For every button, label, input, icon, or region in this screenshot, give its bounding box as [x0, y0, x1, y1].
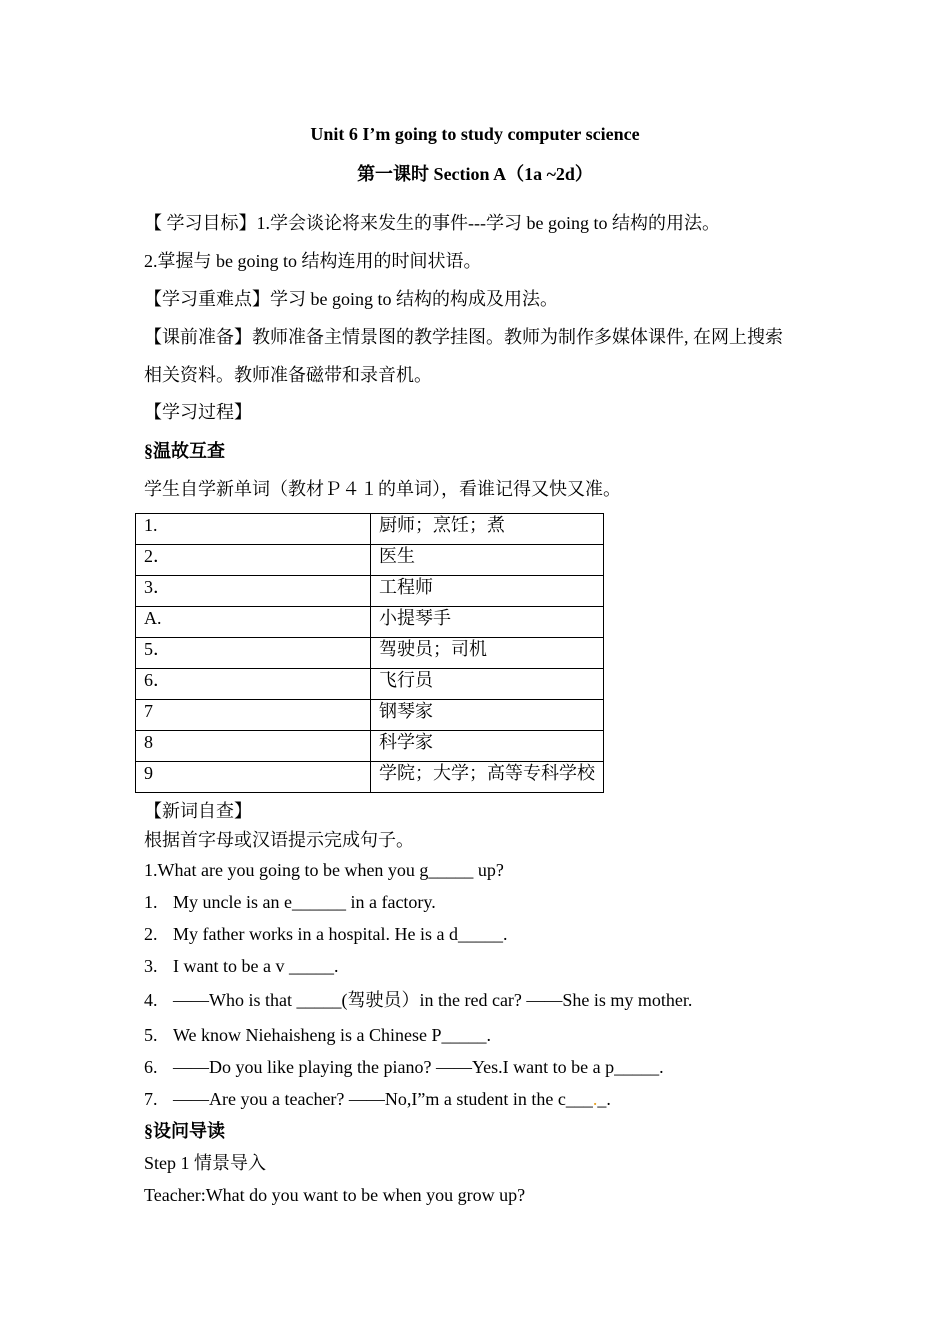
table-row: [136, 607, 604, 638]
sentence-number: 7.: [144, 1089, 158, 1109]
teacher-line: Teacher:What do you want to be when you grow up?: [144, 1185, 526, 1205]
sentence-first: 1.What are you going to be when you g_____ up?: [144, 860, 504, 880]
vocab-num: 5．: [136, 638, 371, 669]
vocab-meaning: 驾驶员；司机: [371, 638, 604, 669]
guide-header: §设问导读: [144, 1121, 225, 1141]
vocab-num: 7: [136, 700, 371, 731]
sentence-3: [144, 955, 338, 977]
sentence-number: 1.: [144, 892, 158, 912]
vocab-meaning: 科学家: [371, 731, 604, 762]
sentence-7: [144, 1088, 611, 1110]
table-row: [136, 700, 604, 731]
vocab-meaning: 飞行员: [371, 669, 604, 700]
objectives-line-1: 【 学习目标】1.学会谈论将来发生的事件---学习 be going to 结构的用法。: [144, 213, 720, 233]
sentence-number: 6.: [144, 1057, 158, 1077]
vocab-num: A.: [136, 607, 371, 638]
table-row: [136, 638, 604, 669]
table-row: [136, 731, 604, 762]
process-header: 【学习过程】: [144, 402, 252, 422]
page-title: Unit 6 I’m going to study computer science: [310, 124, 640, 144]
sentence-number: 3.: [144, 956, 158, 976]
table-row: [136, 576, 604, 607]
self-check-instruction: 根据首字母或汉语提示完成句子。: [144, 830, 414, 850]
sentence-number: 2.: [144, 924, 158, 944]
step-1: Step 1 情景导入: [144, 1153, 267, 1173]
vocab-num: 2．: [136, 545, 371, 576]
vocab-num: 3．: [136, 576, 371, 607]
vocab-num: 9: [136, 762, 371, 793]
vocab-meaning: 学院；大学；高等专科学校: [371, 762, 604, 793]
vocab-meaning: 医生: [371, 545, 604, 576]
review-header: §温故互查: [144, 441, 225, 461]
vocab-meaning: 钢琴家: [371, 700, 604, 731]
table-row: [136, 669, 604, 700]
table-row: [136, 762, 604, 793]
sentence-text: My father works in a hospital. He is a d_____.: [173, 924, 508, 944]
sentence-text: My uncle is an e______ in a factory.: [173, 892, 436, 912]
sentence-1: [144, 891, 436, 913]
sentence-text-end: _.: [597, 1089, 611, 1109]
table-row: [136, 545, 604, 576]
vocab-num: 6．: [136, 669, 371, 700]
vocab-num: 8: [136, 731, 371, 762]
sentence-6: [144, 1056, 664, 1078]
page-subtitle: 第一课时 Section A（1a ~2d）: [357, 164, 593, 184]
table-row: [136, 514, 604, 545]
vocab-meaning: 小提琴手: [371, 607, 604, 638]
sentence-mark: .: [592, 1089, 598, 1109]
vocab-meaning: 工程师: [371, 576, 604, 607]
preparation-line-2: 相关资料。教师准备磁带和录音机。: [144, 365, 432, 385]
sentence-number: 5.: [144, 1025, 158, 1045]
key-points: 【学习重难点】学习 be going to 结构的构成及用法。: [144, 289, 558, 309]
sentence-2: [144, 923, 507, 945]
sentence-text: ——Who is that _____(驾驶员）in the red car? ——She is my mother.: [173, 990, 693, 1010]
sentence-4: [144, 989, 692, 1011]
self-check-header: 【新词自查】: [144, 801, 252, 821]
sentence-text: We know Niehaisheng is a Chinese P_____.: [173, 1025, 492, 1045]
sentence-text: ——Do you like playing the piano? ——Yes.I want to be a p_____.: [173, 1057, 664, 1077]
review-instruction: 学生自学新单词（教材Ｐ４１的单词），看谁记得又快又准。: [144, 479, 621, 499]
vocab-table: [135, 513, 604, 793]
vocab-num: 1.: [136, 514, 371, 545]
sentence-5: [144, 1024, 491, 1046]
sentence-text: ——Are you a teacher? ——No,I”m a student in the c___: [173, 1089, 593, 1109]
vocab-meaning: 厨师；烹饪；煮: [371, 514, 604, 545]
objectives-line-2: 2.掌握与 be going to 结构连用的时间状语。: [144, 251, 482, 271]
preparation-line-1: 【课前准备】教师准备主情景图的教学挂图。教师为制作多媒体课件, 在网上搜索: [144, 327, 783, 347]
sentence-number: 4.: [144, 990, 158, 1010]
sentence-text: I want to be a v _____.: [173, 956, 339, 976]
